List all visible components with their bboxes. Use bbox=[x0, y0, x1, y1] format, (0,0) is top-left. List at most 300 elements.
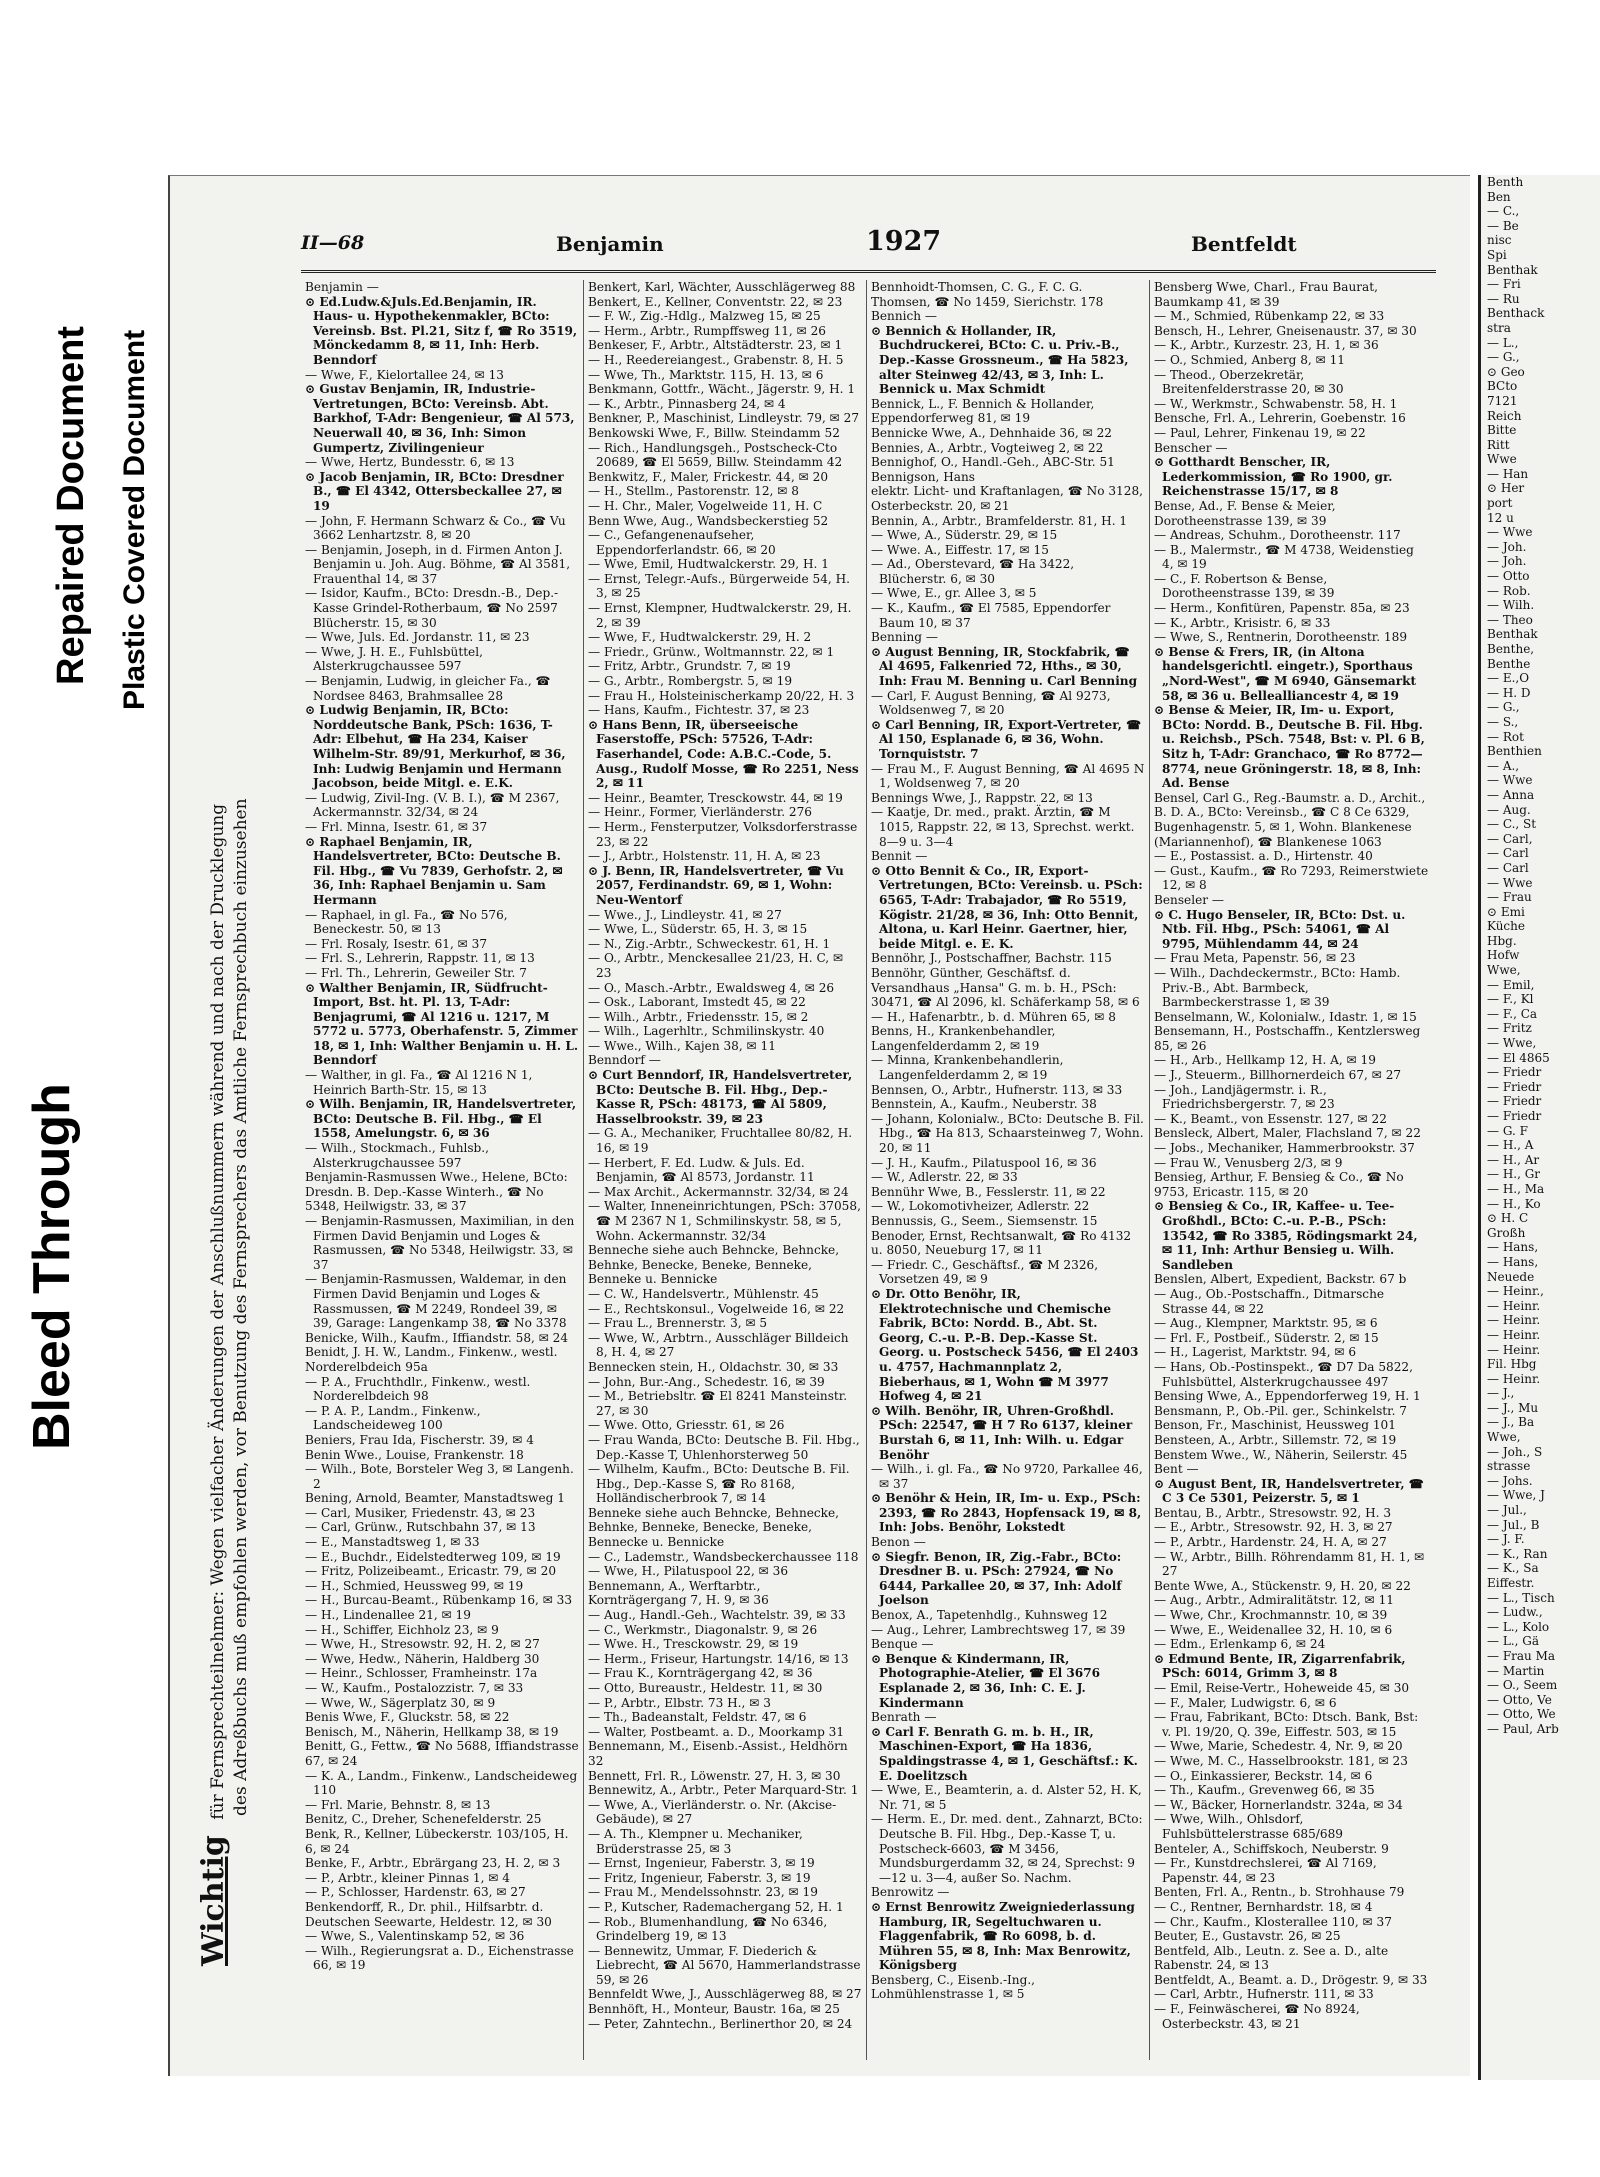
facing-page-fragment: — G. F bbox=[1487, 1123, 1528, 1138]
directory-entry: Benns, H., Krankenbehandler, Langenfelderdamm 2, ✉ 19 bbox=[871, 1024, 1056, 1053]
directory-entry: — O., Einkassierer, Beckstr. 14, ✉ 6 bbox=[1154, 1768, 1373, 1783]
directory-entry: — Wwe, A., Süderstr. 29, ✉ 15 bbox=[871, 528, 1058, 543]
facing-page-fragment: Großh bbox=[1487, 1225, 1526, 1240]
directory-entry: — G., Arbtr., Rombergstr. 5, ✉ 19 bbox=[588, 674, 793, 689]
facing-page-fragment: — Wwe bbox=[1487, 875, 1533, 890]
directory-entry: — O., Arbtr., Menckesallee 21/23, H. C, ✉ 23 bbox=[588, 951, 844, 980]
directory-entry: — Walther, in gl. Fa., ☎ Al 1216 N 1, Heinrich Barth-Str. 15, ✉ 13 bbox=[305, 1068, 533, 1097]
facing-page-fragment: — J., bbox=[1487, 1386, 1515, 1401]
directory-entry: Bennick, L., F. Bennich & Hollander, Eppendorferweg 81, ✉ 19 bbox=[871, 396, 1095, 426]
directory-entry: Bennigson, Hans bbox=[871, 469, 975, 484]
directory-entry: Bennemann, M., Eisenb.-Assist., Heldhörn 32 bbox=[588, 1739, 848, 1768]
directory-entry: ⊙ Siegfr. Benon, IR, Zig.-Fabr., BCto: Dresdner B. u. PSch: 27924, ☎ No 6444, Parkallee 20, ✉ 37, Inh: Adolf Joelson bbox=[871, 1549, 1122, 1608]
directory-entry: Benning — bbox=[871, 630, 938, 645]
directory-entry: Bensing Wwe, A., Eppendorferweg 19, H. 1 bbox=[1154, 1389, 1421, 1404]
scanned-page bbox=[168, 175, 1470, 2076]
directory-entry: — W., Bäcker, Hornerlandstr. 324a, ✉ 34 bbox=[1154, 1797, 1403, 1812]
directory-entry: — Heinr., Former, Vierländerstr. 276 bbox=[588, 805, 813, 820]
directory-entry: — Wilh., Bote, Borsteler Weg 3, ✉ Langenh. 2 bbox=[305, 1462, 574, 1491]
directory-entry: Bennighof, O., Handl.-Geh., ABC-Str. 51 bbox=[871, 455, 1115, 470]
facing-page-fragment: Hofw bbox=[1487, 948, 1520, 963]
directory-entry: — K., Arbtr., Krisistr. 6, ✉ 33 bbox=[1154, 615, 1331, 630]
directory-entry: — Frau M., F. August Benning, ☎ Al 4695 N 1, Woldsenweg 7, ✉ 20 bbox=[871, 761, 1145, 791]
facing-page-fragment: — K., Sa bbox=[1487, 1561, 1539, 1576]
facing-page-fragment: port bbox=[1487, 496, 1513, 511]
facing-page-fragment: — Wwe, bbox=[1487, 1036, 1537, 1051]
directory-entry: Bennühr Wwe, B., Fesslerstr. 11, ✉ 22 bbox=[871, 1184, 1106, 1199]
facing-page-fragment: — C., bbox=[1487, 204, 1520, 219]
facing-page-fragment: Neuede bbox=[1487, 1269, 1535, 1284]
directory-entry: — J. H., Kaufm., Pilatuspool 16, ✉ 36 bbox=[871, 1155, 1097, 1170]
facing-page-fragment: — C., St bbox=[1487, 817, 1537, 832]
facing-page-fragment: — Jul., B bbox=[1487, 1517, 1540, 1532]
directory-entry: — Osk., Laborant, Imstedt 45, ✉ 22 bbox=[588, 995, 806, 1010]
directory-entry: ⊙ Otto Bennit & Co., IR, Export-Vertretungen, BCto: Vereinsb. u. PSch: 6565, T-Adr: Trabajador, ☎ Ro 5519, Kögistr. 21/28, ✉ 36, Inh: Otto Bennit, Altona, u. Karl Heinr. Gaertner, hier, beide Mitgl. e. E. K. bbox=[871, 863, 1143, 951]
directory-entry: — Wwe, W., Sägerplatz 30, ✉ 9 bbox=[305, 1695, 496, 1710]
directory-entry: — J., Arbtr., Holstenstr. 11, H. A, ✉ 23 bbox=[588, 849, 821, 864]
facing-page-fragment: — Wwe bbox=[1487, 525, 1533, 540]
directory-entry: — Rich., Handlungsgeh., Postscheck-Cto 20689, ☎ El 5659, Billw. Steindamm 42 bbox=[588, 440, 843, 470]
directory-entry: — F. W., Zig.-Hdlg., Malzweg 15, ✉ 25 bbox=[588, 309, 821, 324]
directory-entry: Bennicke Wwe, A., Dehnhaide 36, ✉ 22 bbox=[871, 425, 1112, 440]
facing-page-fragment: — Joh. bbox=[1487, 554, 1527, 569]
directory-entry: — W., Arbtr., Billh. Röhrendamm 81, H. 1, ✉ 27 bbox=[1154, 1549, 1425, 1579]
directory-entry: Bensteen, A., Arbtr., Sillemstr. 72, ✉ 19 bbox=[1154, 1432, 1397, 1447]
facing-page-fragment: — Otto bbox=[1487, 569, 1530, 584]
directory-entry: ⊙ Ed.Ludw.&Juls.Ed.Benjamin, IR. Haus- u. Hypothekenmakler, BCto: Vereinsb. Bst. Pl.21, Sitz f, ☎ Ro 3519, Mönckedamm 8, ✉ 11, Inh: Herb. Benndorf bbox=[305, 294, 578, 367]
directory-entry: — John, F. Hermann Schwarz & Co., ☎ Vu 3662 Lenhartzstr. 8, ✉ 20 bbox=[305, 513, 566, 543]
directory-entry: — Aug., Handl.-Geh., Wachtelstr. 39, ✉ 33 bbox=[588, 1608, 846, 1623]
directory-entry: Benjamin-Rasmussen Wwe., Helene, BCto: Dresdn. B. Dep.-Kasse Winterh., ☎ No 5348, Heilwigstr. 33, ✉ 37 bbox=[305, 1170, 568, 1214]
directory-entry: — Frl. Th., Lehrerin, Geweiler Str. 7 bbox=[305, 965, 527, 980]
facing-page-fragment: — F., Kl bbox=[1487, 992, 1534, 1007]
facing-page-fragment: — F., Ca bbox=[1487, 1006, 1538, 1021]
directory-entry: Bennich — bbox=[871, 309, 937, 324]
notice-lead: Wichtig bbox=[196, 1835, 231, 1966]
directory-entry: — Jobs., Mechaniker, Hammerbrookstr. 37 bbox=[1154, 1141, 1415, 1156]
directory-entry: — W., Werkmstr., Schwabenstr. 58, H. 1 bbox=[1154, 396, 1398, 411]
facing-page-fragment: Benth bbox=[1487, 175, 1524, 189]
directory-entry: — Frau, Fabrikant, BCto: Dtsch. Bank, Bst: v. Pl. 19/20, Q. 39e, Eiffestr. 503, ✉ 15 bbox=[1154, 1710, 1419, 1739]
directory-entry: — O., Schmied, Anberg 8, ✉ 11 bbox=[1154, 352, 1345, 367]
directory-entry: — W., Kaufm., Postalozzistr. 7, ✉ 33 bbox=[305, 1681, 524, 1695]
facing-page-fragment: — A., bbox=[1487, 758, 1520, 773]
directory-entry: — B., Malermstr., ☎ M 4738, Weidenstieg 4, ✉ 19 bbox=[1154, 542, 1414, 572]
directory-entry: Bensleck, Albert, Maler, Flachsland 7, ✉ 22 bbox=[1154, 1126, 1421, 1141]
directory-entry: Bennings Wwe, J., Rappstr. 22, ✉ 13 bbox=[871, 790, 1093, 805]
facing-page-fragment: Ben bbox=[1487, 189, 1511, 204]
directory-entry: — Wwe, Hedw., Näherin, Haldberg 30 bbox=[305, 1651, 540, 1666]
directory-entry: — Th., Badeanstalt, Feldstr. 47, ✉ 6 bbox=[588, 1710, 807, 1725]
directory-entry: — Wwe, Hertz, Bundesstr. 6, ✉ 13 bbox=[305, 455, 515, 470]
directory-entry: — H., Arb., Hellkamp 12, H. A, ✉ 19 bbox=[1154, 1053, 1376, 1068]
directory-entry: Benin Wwe., Louise, Frankenstr. 18 bbox=[305, 1447, 524, 1462]
directory-entry: — Wwe, Emil, Hudtwalckerstr. 29, H. 1 bbox=[588, 557, 829, 572]
directory-entry: — Aug., Lehrer, Lambrechtsweg 17, ✉ 39 bbox=[871, 1622, 1126, 1637]
facing-page-fragment: — J., Ba bbox=[1487, 1415, 1535, 1430]
directory-entry: Bennussis, G., Seem., Siemsenstr. 15 bbox=[871, 1214, 1098, 1228]
facing-page-fragment: — Friedr bbox=[1487, 1079, 1542, 1094]
directory-entry: Bennecken stein, H., Oldachstr. 30, ✉ 33 bbox=[588, 1359, 839, 1374]
directory-entry: Bensche, Frl. A., Lehrerin, Goebenstr. 16 bbox=[1154, 411, 1406, 426]
directory-entry: — K., Beamt., von Essenstr. 127, ✉ 22 bbox=[1154, 1111, 1387, 1126]
directory-entry: — M., Betriebsltr. ☎ El 8241 Mansteinstr. 27, ✉ 30 bbox=[588, 1389, 848, 1418]
directory-entry: — Frl. Marie, Behnstr. 8, ✉ 13 bbox=[305, 1797, 491, 1812]
directory-entry: ⊙ Carl F. Benrath G. m. b. H., IR, Maschinen-Export, ☎ Ha 1836, Spaldingstrasse 4, ✉ 1, Geschäftsf.: K. E. Doelitzsch bbox=[871, 1724, 1138, 1783]
directory-entry: — Ernst, Klempner, Hudtwalckerstr. 29, H. 2, ✉ 39 bbox=[588, 601, 852, 630]
directory-entry: Benkeser, F., Arbtr., Altstädterstr. 23, ✉ 1 bbox=[588, 338, 843, 353]
directory-entry: — H., Schiffer, Eichholz 23, ✉ 9 bbox=[305, 1622, 499, 1637]
directory-entry: — Fr., Kunstdrechslerei, ☎ Al 7169, Papenstr. 44, ✉ 23 bbox=[1154, 1856, 1377, 1885]
facing-page-fragment: — Han bbox=[1487, 466, 1529, 481]
directory-entry: Benkowski Wwe, F., Billw. Steindamm 52 bbox=[588, 425, 840, 440]
directory-entry: — Wwe, Juls. Ed. Jordanstr. 11, ✉ 23 bbox=[305, 630, 530, 645]
facing-page-fragment: — Ru bbox=[1487, 291, 1520, 306]
directory-entry: Bennies, A., Arbtr., Vogteiweg 2, ✉ 22 bbox=[871, 440, 1104, 455]
directory-entry: ⊙ Bense & Frers, IR, (in Altona handelsgerichtl. eingetr.), Sporthaus „Nord-West", ☎ M 6940, Gänsemarkt 58, ✉ 36 u. Bellealliancestr 4, ✉ 19 bbox=[1154, 644, 1417, 703]
directory-entry: — J., Steuerm., Billhornerdeich 67, ✉ 27 bbox=[1154, 1068, 1402, 1083]
directory-entry: — Chr., Kaufm., Klosterallee 110, ✉ 37 bbox=[1154, 1914, 1392, 1929]
facing-page-fragment: — Carl bbox=[1487, 846, 1529, 861]
directory-entry: — C., F. Robertson & Bense, Dorotheenstrasse 139, ✉ 39 bbox=[1154, 571, 1335, 601]
facing-page-fragment: strasse bbox=[1487, 1459, 1531, 1474]
directory-entry: — Fritz, Ingenieur, Faberstr. 3, ✉ 19 bbox=[588, 1870, 811, 1885]
directory-entry: ⊙ Ernst Benrowitz Zweigniederlassung Hamburg, IR, Segeltuchwaren u. Flaggenfabrik, ☎ Ro 6098, b. d. Mühren 55, ✉ 8, Inh: Max Benrowitz, Königsberg bbox=[871, 1899, 1135, 1973]
directory-entry: Bennewitz, A., Arbtr., Peter Marquard-Str. 1 bbox=[588, 1783, 859, 1798]
directory-entry: ⊙ Bensieg & Co., IR, Kaffee- u. Tee-Großhdl., BCto: C.-u. P.-B., PSch: 13542, ☎ Ro 3385, Rödingsmarkt 24, ✉ 11, Inh: Arthur Bensieg u. Wilh. Sandleben bbox=[1154, 1199, 1418, 1272]
directory-entry: Benkwitz, F., Maler, Frickestr. 44, ✉ 20 bbox=[588, 469, 829, 484]
directory-entry: — F., Maler, Ludwigstr. 6, ✉ 6 bbox=[1154, 1695, 1337, 1710]
directory-entry: — P., Schlosser, Hardenstr. 63, ✉ 27 bbox=[305, 1885, 526, 1900]
directory-entry: ⊙ Bense & Meier, IR, Im- u. Export, BCto: Nordd. B., Deutsche B. Fil. Hbg. u. Reichsb., PSch. 7548, Bst: v. Pl. 6 B, Sitz h, T-Adr: Granchaco, ☎ Ro 8772—8774, neue Gröningerstr. 18, ✉ 8, Inh: Ad. Bense bbox=[1154, 703, 1425, 791]
directory-entry: — Frau Wanda, BCto: Deutsche B. Fil. Hbg., Dep.-Kasse T, Uhlenhorsterweg 50 bbox=[588, 1432, 860, 1462]
directory-entry: — Max Archit., Ackermannstr. 32/34, ✉ 24 bbox=[588, 1184, 849, 1199]
directory-entry: Bennett, Frl. R., Löwenstr. 27, H. 3, ✉ 30 bbox=[588, 1768, 841, 1783]
directory-entry: Benson, Fr., Maschinist, Heussweg 101 bbox=[1154, 1418, 1396, 1433]
facing-page-fragment: ⊙ Geo bbox=[1487, 364, 1525, 379]
directory-entry: Beuter, E., Gustavstr. 26, ✉ 25 bbox=[1154, 1929, 1341, 1944]
directory-entry: — Wilhelm, Kaufm., BCto: Deutsche B. Fil. Hbg., Dep.-Kasse S, ☎ Ro 8168, Holländischerbrook 7, ✉ 14 bbox=[588, 1462, 850, 1506]
directory-entry: — Isidor, Kaufm., BCto: Dresdn.-B., Dep.-Kasse Grindel-Rotherbaum, ☎ No 2597 Blücherstr. 15, ✉ 30 bbox=[305, 586, 559, 630]
notice-line-1: für Fernsprechteilnehmer: Wegen vielfacher Änderungen der Anschlußnummern während und nach der Drucklegung bbox=[208, 803, 228, 1820]
facing-page-fragment: ⊙ Emi bbox=[1487, 904, 1525, 919]
facing-page-fragment: Wwe, bbox=[1487, 963, 1521, 978]
facing-page-fragment: — Heinr. bbox=[1487, 1342, 1541, 1357]
directory-entry: ⊙ Wilh. Benöhr, IR, Uhren-Großhdl. PSch: 22547, ☎ H 7 Ro 6137, kleiner Burstah 6, ✉ 11, Inh: Wilh. u. Edgar Benöhr bbox=[871, 1403, 1133, 1462]
directory-entry: — Wwe, E., Weidenallee 32, H. 10, ✉ 6 bbox=[1154, 1622, 1393, 1637]
directory-entry: — C. W., Handelsvertr., Mühlenstr. 45 bbox=[588, 1286, 819, 1301]
facing-page-fragment: Ritt bbox=[1487, 437, 1510, 452]
directory-columns bbox=[301, 280, 1436, 2060]
directory-entry: — Frau W., Venusberg 2/3, ✉ 9 bbox=[1154, 1155, 1343, 1170]
directory-entry: Bente Wwe, A., Stückenstr. 9, H. 20, ✉ 22 bbox=[1154, 1578, 1411, 1593]
directory-entry: — Wwe, L., Süderstr. 65, H. 3, ✉ 15 bbox=[588, 922, 808, 937]
directory-entry: — Wwe, A., Vierländerstr. o. Nr. (Akcise-Gebäude), ✉ 27 bbox=[588, 1797, 837, 1827]
facing-page-fragment: — J., Mu bbox=[1487, 1400, 1539, 1415]
directory-entry: — P. A. P., Landm., Finkenw., Landscheideweg 100 bbox=[305, 1403, 481, 1433]
facing-page-fragment: Benthack bbox=[1487, 306, 1545, 321]
directory-entry: — Benjamin, Joseph, in d. Firmen Anton J. Benjamin u. Joh. Aug. Böhme, ☎ Al 3581, Frauenthal 14, ✉ 37 bbox=[305, 542, 571, 586]
directory-entry: elektr. Licht- und Kraftanlagen, ☎ No 3128, Osterbeckstr. 20, ✉ 21 bbox=[871, 484, 1143, 513]
facing-page-fragment: — H. D bbox=[1487, 685, 1531, 700]
directory-entry: — Bennewitz, Ummar, F. Diederich & Liebrecht, ☎ Al 5670, Hammerlandstrasse 59, ✉ 26 bbox=[588, 1943, 861, 1987]
directory-entry: ⊙ Gustav Benjamin, IR, Industrie-Vertretungen, BCto: Vereinsb. Abt. Barkhof, T-Adr: Bengenieur, ☎ Al 573, Neuerwall 40, ✉ 36, Inh: Simon Gumpertz, Zivilingenieur bbox=[305, 382, 575, 455]
directory-entry: — P., Arbtr., Hardenstr. 24, H. A, ✉ 27 bbox=[1154, 1535, 1387, 1550]
facing-page-fragment: — Emil, bbox=[1487, 977, 1535, 992]
facing-page-fragment: Benthak bbox=[1487, 262, 1538, 277]
side-annotations bbox=[0, 240, 165, 1450]
directory-entry: — C., Werkmstr., Diagonalstr. 9, ✉ 26 bbox=[588, 1622, 818, 1637]
directory-entry: — Aug., Klempner, Marktstr. 95, ✉ 6 bbox=[1154, 1316, 1378, 1331]
directory-entry: Bennstein, A., Kaufm., Neuberstr. 38 bbox=[871, 1097, 1097, 1112]
directory-entry: Benkmann, Gottfr., Wächt., Jägerstr. 9, H. 1 bbox=[588, 382, 856, 397]
directory-entry: Beniers, Frau Ida, Fischerstr. 39, ✉ 4 bbox=[305, 1432, 534, 1447]
directory-entry: Bentfeldt, A., Beamt. a. D., Drögestr. 9, ✉ 33 bbox=[1154, 1972, 1428, 1987]
column-1 bbox=[301, 280, 584, 2060]
directory-entry: — Frau L., Brennerstr. 3, ✉ 5 bbox=[588, 1316, 768, 1331]
facing-page-fragment: — Hans, bbox=[1487, 1240, 1539, 1255]
directory-entry: Benrowitz — bbox=[871, 1885, 950, 1900]
directory-entry: ⊙ J. Benn, IR, Handelsvertreter, ☎ Vu 2057, Ferdinandstr. 69, ✉ 1, Wohn: Neu-Wentorf bbox=[588, 863, 844, 907]
repaired-document-label: Repaired Document bbox=[50, 326, 92, 685]
directory-entry: Benscher — bbox=[1154, 440, 1228, 455]
directory-entry: — Wwe, H., Pilatuspool 22, ✉ 36 bbox=[588, 1564, 789, 1579]
directory-entry: — Wwe, J. H. E., Fuhlsbüttel, Alsterkrugchaussee 597 bbox=[305, 644, 483, 674]
directory-entry: — Paul, Lehrer, Finkenau 19, ✉ 22 bbox=[1154, 425, 1366, 440]
directory-entry: ⊙ Benöhr & Hein, IR, Im- u. Exp., PSch: 2393, ☎ Ro 2843, Hopfensack 19, ✉ 8, Inh: Jobs. Benöhr, Lokstedt bbox=[871, 1491, 1142, 1535]
facing-page-fragment: 12 u bbox=[1487, 510, 1514, 525]
facing-page-fragment: — Carl, bbox=[1487, 831, 1533, 846]
directory-entry: — K., Arbtr., Kurzestr. 23, H. 1, ✉ 36 bbox=[1154, 338, 1379, 353]
facing-page-fragment: — Be bbox=[1487, 218, 1519, 233]
facing-page-fragment: — Heinr. bbox=[1487, 1327, 1541, 1342]
directory-entry: — Otto, Bureaustr., Heldestr. 11, ✉ 30 bbox=[588, 1681, 823, 1695]
facing-page-fragment: Fil. Hbg bbox=[1487, 1357, 1537, 1372]
directory-entry: — Ad., Oberstevard, ☎ Ha 3422, Blücherstr. 6, ✉ 30 bbox=[871, 557, 1075, 586]
directory-entry: Benk, R., Kellner, Lübeckerstr. 103/105, H. 6, ✉ 24 bbox=[305, 1826, 569, 1856]
directory-entry: — Herm. E., Dr. med. dent., Zahnarzt, BCto: Deutsche B. Fil. Hbg., Dep.-Kasse T, u. Postscheck-6603, ☎ M 3456, Mundsburgerdamm 32, ✉ 24, Sprechst: 9—12 u. 3—4, außer So. Nachm. bbox=[871, 1812, 1143, 1885]
directory-entry: Benisch, M., Näherin, Hellkamp 38, ✉ 19 bbox=[305, 1724, 559, 1739]
directory-entry: — H., Reedereiangest., Grabenstr. 8, H. 5 bbox=[588, 352, 844, 367]
directory-entry: — Wwe, S., Rentnerin, Dorotheenstr. 189 bbox=[1154, 630, 1408, 645]
facing-page-fragment: — L., Tisch bbox=[1487, 1590, 1555, 1605]
page-header bbox=[301, 224, 1436, 273]
directory-entry: Benrath — bbox=[871, 1710, 937, 1725]
directory-entry: — Minna, Krankenbehandlerin, Langenfelderdamm 2, ✉ 19 bbox=[871, 1053, 1064, 1083]
facing-page-fragment: — Friedr bbox=[1487, 1109, 1542, 1123]
directory-entry: — Wilh., i. gl. Fa., ☎ No 9720, Parkallee 46, ✉ 37 bbox=[871, 1462, 1143, 1491]
directory-entry: — E., Buchdr., Eidelstedterweg 109, ✉ 19 bbox=[305, 1549, 561, 1564]
directory-entry: Benon — bbox=[871, 1535, 926, 1550]
facing-page-fragment: Benthe, bbox=[1487, 642, 1535, 656]
directory-entry: Benoder, Ernst, Rechtsanwalt, ☎ Ro 4132 u. 8050, Neueburg 17, ✉ 11 bbox=[871, 1228, 1132, 1258]
directory-entry: Bennsen, O., Arbtr., Hufnerstr. 113, ✉ 33 bbox=[871, 1082, 1123, 1097]
facing-page-fragment: — Otto, We bbox=[1487, 1707, 1556, 1722]
directory-entry: Benkert, E., Kellner, Conventstr. 22, ✉ 23 bbox=[588, 294, 843, 309]
directory-entry: — Wwe, Wilh., Ohlsdorf, Fuhlsbüttelerstrasse 685/689 bbox=[1154, 1812, 1343, 1841]
facing-page-fragment: — Martin bbox=[1487, 1663, 1545, 1678]
facing-page-fragment: — L., Gä bbox=[1487, 1634, 1539, 1649]
directory-entry: — Ernst, Ingenieur, Faberstr. 3, ✉ 19 bbox=[588, 1856, 815, 1871]
directory-entry: — Rob., Blumenhandlung, ☎ No 6346, Grindelberg 19, ✉ 13 bbox=[588, 1914, 828, 1944]
directory-entry: — Andreas, Schuhm., Dorotheenstr. 117 bbox=[1154, 528, 1401, 543]
header-first-entry: Benjamin bbox=[556, 232, 664, 256]
directory-entry: — Johann, Kolonialw., BCto: Deutsche B. Fil. Hbg., ☎ Ha 813, Schaarsteinweg 7, Wohn. 20, ✉ 11 bbox=[871, 1111, 1144, 1156]
directory-entry: ⊙ Bennich & Hollander, IR, Buchdruckerei, BCto: C. u. Priv.-B., Dep.-Kasse Grossneum., ☎ Ha 5823, alter Steinweg 42/43, ✉ 3, Inh: L. Bennick u. Max Schmidt bbox=[871, 323, 1129, 397]
directory-entry: — Herm., Friseur, Hartungstr. 14/16, ✉ 13 bbox=[588, 1651, 849, 1666]
facing-page-fragment: Küche bbox=[1487, 919, 1525, 934]
directory-entry: Bentau, B., Arbtr., Stresowstr. 92, H. 3 bbox=[1154, 1505, 1392, 1520]
directory-entry: — Hans, Ob.-Postinspekt., ☎ D7 Da 5822, Fuhlsbüttel, Alsterkrugchaussee 497 bbox=[1154, 1359, 1413, 1389]
directory-entry: ⊙ August Bent, IR, Handelsvertreter, ☎ C 3 Ce 5301, Peizerstr. 5, ✉ 1 bbox=[1154, 1476, 1424, 1506]
facing-page-fragment: — L., Kolo bbox=[1487, 1619, 1550, 1634]
directory-entry: Bennemann, A., Werftarbtr., Kornträgergang 7, H. 9, ✉ 36 bbox=[588, 1578, 769, 1608]
directory-entry: Benicke, Wilh., Kaufm., Iffiandstr. 58, ✉ 24 bbox=[305, 1330, 569, 1345]
directory-entry: — Frl. Rosaly, Isestr. 61, ✉ 37 bbox=[305, 936, 488, 951]
directory-entry: Bening, Arnold, Beamter, Manstadtsweg 1 bbox=[305, 1491, 565, 1506]
directory-entry: — M., Schmied, Rübenkamp 22, ✉ 33 bbox=[1154, 309, 1385, 324]
directory-entry: Benteler, A., Schiffskoch, Neuberstr. 9 bbox=[1154, 1841, 1389, 1856]
directory-entry: — W., Lokomotivheizer, Adlerstr. 22 bbox=[871, 1199, 1090, 1214]
header-last-entry: Bentfeldt bbox=[1191, 232, 1297, 256]
directory-entry: — Aug., Ob.-Postschaffn., Ditmarsche Strasse 44, ✉ 22 bbox=[1154, 1286, 1385, 1316]
directory-entry: ⊙ Edmund Bente, IR, Zigarrenfabrik, PSch: 6014, Grimm 3, ✉ 8 bbox=[1154, 1651, 1406, 1681]
directory-entry: Benidt, J. H. W., Landm., Finkenw., westl. Norderelbdeich 95a bbox=[305, 1345, 558, 1374]
directory-entry: ⊙ August Benning, IR, Stockfabrik, ☎ Al 4695, Falkenried 72, Hths., ✉ 30, Inh: Frau M. Benning u. Carl Benning bbox=[871, 644, 1138, 689]
directory-entry: Bentfeld, Alb., Leutn. z. See a. D., alte Rabenstr. 24, ✉ 13 bbox=[1154, 1943, 1389, 1973]
directory-entry: — Theod., Oberzekretär, Breitenfelderstrasse 20, ✉ 30 bbox=[1154, 367, 1344, 397]
directory-entry: — F., Feinwäscherei, ☎ No 8924, Osterbeckstr. 43, ✉ 21 bbox=[1154, 2002, 1360, 2031]
directory-entry: — C., Gefangenenaufseher, Eppendorferlandstr. 66, ✉ 20 bbox=[588, 528, 776, 557]
directory-entry: — Frau Meta, Papenstr. 56, ✉ 23 bbox=[1154, 951, 1356, 966]
directory-entry: — Wwe. Otto, Griesstr. 61, ✉ 26 bbox=[588, 1418, 785, 1433]
directory-entry: — N., Zig.-Arbtr., Schweckestr. 61, H. 1 bbox=[588, 936, 831, 951]
directory-entry: Bennhoidt-Thomsen, C. G., F. C. G. Thomsen, ☎ No 1459, Sierichstr. 178 bbox=[871, 280, 1104, 309]
directory-entry: Benndorf — bbox=[588, 1053, 661, 1068]
facing-page-fragment: — G., bbox=[1487, 700, 1520, 715]
directory-entry: — Edm., Erlenkamp 6, ✉ 24 bbox=[1154, 1637, 1326, 1652]
facing-page-fragment: — Friedr bbox=[1487, 1094, 1542, 1109]
directory-entry: — O., Masch.-Arbtr., Ewaldsweg 4, ✉ 26 bbox=[588, 980, 835, 995]
facing-page-fragment: — E.,O bbox=[1487, 671, 1530, 686]
directory-entry: — Ernst, Telegr.-Aufs., Bürgerweide 54, H. 3, ✉ 25 bbox=[588, 571, 850, 601]
directory-entry: — H., Hafenarbtr., b. d. Mühren 65, ✉ 8 bbox=[871, 1009, 1116, 1024]
directory-entry: — Gust., Kaufm., ☎ Ro 7293, Reimerstwiete 12, ✉ 8 bbox=[1154, 863, 1429, 893]
directory-entry: — H., Stellm., Pastorenstr. 12, ✉ 8 bbox=[588, 484, 799, 499]
facing-page-fragment: Benthak bbox=[1487, 627, 1538, 642]
facing-page-fragment: — Paul, Arb bbox=[1487, 1721, 1559, 1736]
directory-entry: Benis Wwe, F., Gluckstr. 58, ✉ 22 bbox=[305, 1710, 510, 1725]
directory-entry: ⊙ Benque & Kindermann, IR, Photographie-Atelier, ☎ El 3676 Esplanade 2, ✉ 36, Inh: C. E. J. Kindermann bbox=[871, 1651, 1101, 1710]
directory-entry: Benitt, G., Fettw., ☎ No 5688, Iffiandstrasse 67, ✉ 24 bbox=[305, 1739, 579, 1768]
facing-page-fragment: — Heinr. bbox=[1487, 1298, 1541, 1313]
directory-entry: — Kaatje, Dr. med., prakt. Ärztin, ☎ M 1015, Rappstr. 22, ✉ 13, Sprechst. werkt. 8—9 u. 3—4 bbox=[871, 805, 1135, 849]
directory-entry: — Wilh., Lagerhltr., Schmilinskystr. 40 bbox=[588, 1024, 825, 1039]
facing-page-fragment: — Hans, bbox=[1487, 1254, 1539, 1269]
column-4 bbox=[1150, 280, 1433, 2060]
directory-entry: — Raphael, in gl. Fa., ☎ No 576, Beneckestr. 50, ✉ 13 bbox=[305, 907, 508, 937]
facing-page-fragment: — H., Ar bbox=[1487, 1152, 1540, 1167]
facing-page-fragment: — H., A bbox=[1487, 1138, 1534, 1153]
directory-entry: — H., Lindenallee 21, ✉ 19 bbox=[305, 1608, 471, 1623]
facing-page-fragment: — Wwe, J bbox=[1487, 1488, 1545, 1503]
directory-entry: — K. A., Landm., Finkenw., Landscheideweg 110 bbox=[305, 1768, 578, 1798]
facing-page-fragment: Eiffestr. bbox=[1487, 1576, 1535, 1590]
directory-entry: Bennit — bbox=[871, 849, 928, 864]
directory-entry: Bensberg Wwe, Charl., Frau Baurat, Baumkamp 41, ✉ 39 bbox=[1154, 280, 1378, 309]
directory-entry: Benque — bbox=[871, 1637, 934, 1652]
directory-entry: — Wwe, W., Arbtrn., Ausschläger Billdeich 8, H. 4, ✉ 27 bbox=[588, 1330, 849, 1360]
directory-entry: — Wwe, E., Beamterin, a. d. Alster 52, H. K, Nr. 71, ✉ 5 bbox=[871, 1783, 1142, 1812]
directory-entry: — Friedr., Grünw., Woltmannstr. 22, ✉ 1 bbox=[588, 644, 835, 659]
directory-entry: — K., Arbtr., Pinnasberg 24, ✉ 4 bbox=[588, 396, 786, 411]
facing-page-fragment: Wwe bbox=[1487, 452, 1517, 467]
directory-entry: — Wilh., Regierungsrat a. D., Eichenstrasse 66, ✉ 19 bbox=[305, 1943, 574, 1973]
notice-line-2: des Adreßbuchs muß empfohlen werden, vor Benutzung des Fernsprechers das Amtliche Fernsprechbuch einzusehen bbox=[231, 798, 251, 1816]
directory-entry: — Heinr., Beamter, Tresckowstr. 44, ✉ 19 bbox=[588, 790, 843, 805]
directory-entry: — Frl. F., Postbeif., Süderstr. 2, ✉ 15 bbox=[1154, 1330, 1379, 1345]
facing-page-fragment: Benthe bbox=[1487, 656, 1531, 671]
directory-entry: — H., Schmied, Heussweg 99, ✉ 19 bbox=[305, 1578, 524, 1593]
directory-entry: — Frau M., Mendelssohnstr. 23, ✉ 19 bbox=[588, 1885, 818, 1900]
facing-page-fragment: — Jul., bbox=[1487, 1503, 1527, 1518]
directory-entry: ⊙ Gotthardt Benscher, IR, Lederkommission, ☎ Ro 1900, gr. Reichenstrasse 15/17, ✉ 8 bbox=[1154, 455, 1393, 499]
directory-entry: — Wwe., J., Lindleystr. 41, ✉ 27 bbox=[588, 907, 782, 922]
directory-entry: Benstem Wwe., W., Näherin, Seilerstr. 45 bbox=[1154, 1447, 1408, 1462]
directory-entry: — Walter, Inneneinrichtungen, PSch: 37058, ☎ M 2367 N 1, Schmilinskystr. 58, ✉ 5, Wohn. Ackermannstr. 32/34 bbox=[588, 1199, 861, 1243]
facing-page-fragment: — G., bbox=[1487, 350, 1520, 365]
directory-entry: Bennhöft, H., Monteur, Baustr. 16a, ✉ 25 bbox=[588, 2002, 840, 2017]
directory-entry: — Frau H., Holsteinischerkamp 20/22, H. 3 bbox=[588, 688, 855, 703]
directory-entry: — Herm., Arbtr., Rumpffsweg 11, ✉ 26 bbox=[588, 323, 826, 338]
directory-entry: Benneche siehe auch Behncke, Behncke, Behnke, Benecke, Beneke, Benneke, Benneke u. Bennicke bbox=[588, 1243, 840, 1287]
column-2 bbox=[584, 280, 867, 2060]
directory-entry: ⊙ Ludwig Benjamin, IR, BCto: Norddeutsche Bank, PSch: 1636, T-Adr: Elbehut, ☎ Ha 234, Kaiser Wilhelm-Str. 89/91, Merkurhof, ✉ 36, Inh: Ludwig Benjamin und Hermann Jacobson, beide Mitgl. e. E.K. bbox=[305, 703, 566, 791]
directory-entry: Bensieg, Arthur, F. Bensieg & Co., ☎ No 9753, Ericastr. 115, ✉ 20 bbox=[1154, 1170, 1404, 1199]
directory-entry: Bennfeldt Wwe, J., Ausschlägerweg 88, ✉ 27 bbox=[588, 1987, 862, 2002]
facing-page-fragment: Reich bbox=[1487, 408, 1522, 423]
directory-entry: — Fritz, Polizeibeamt., Ericastr. 79, ✉ 20 bbox=[305, 1564, 557, 1579]
directory-entry: — Ludwig, Zivil-Ing. (V. B. I.), ☎ M 2367, Ackermannstr. 32/34, ✉ 24 bbox=[305, 790, 560, 820]
facing-page-fragment: — H., Ko bbox=[1487, 1196, 1541, 1211]
directory-entry: — Joh., Landjägermstr. i. R., Friedrichsbergerstr. 7, ✉ 23 bbox=[1154, 1082, 1335, 1112]
facing-page-fragment: 7121 bbox=[1487, 393, 1518, 408]
directory-entry: — Carl, Grünw., Rutschbahn 37, ✉ 13 bbox=[305, 1520, 536, 1535]
bleed-through-label: Bleed Through bbox=[23, 1083, 81, 1450]
directory-entry: — Wwe, M. C., Hasselbrookstr. 181, ✉ 23 bbox=[1154, 1753, 1408, 1768]
facing-page-fragment: stra bbox=[1487, 320, 1511, 335]
directory-entry: ⊙ C. Hugo Benseler, IR, BCto: Dst. u. Ntb. Fil. Hbg., PSch: 54061, ☎ Al 9795, Mühlendamm 44, ✉ 24 bbox=[1154, 907, 1406, 951]
directory-entry: — Benjamin-Rasmussen, Maximilian, in den Firmen David Benjamin und Loges & Rasmussen, ☎ No 5348, Heilwigstr. 33, ✉ 37 bbox=[305, 1214, 575, 1272]
facing-page-fragment: — K., Ran bbox=[1487, 1546, 1548, 1561]
directory-entry: Bent — bbox=[1154, 1462, 1199, 1477]
facing-page-fragment: — Rob. bbox=[1487, 583, 1531, 598]
directory-entry: — E., Rechtskonsul., Vogelweide 16, ✉ 22 bbox=[588, 1301, 845, 1316]
directory-entry: — Wwe, Th., Marktstr. 115, H. 13, ✉ 6 bbox=[588, 367, 824, 382]
directory-entry: — E., Manstadtsweg 1, ✉ 33 bbox=[305, 1535, 480, 1550]
facing-page-fragment: — Heinr., bbox=[1487, 1284, 1544, 1299]
directory-entry: — Wwe, Marie, Schedestr. 4, Nr. 9, ✉ 20 bbox=[1154, 1739, 1403, 1754]
facing-page-fragment: Bitte bbox=[1487, 423, 1517, 438]
directory-entry: — Wwe, S., Valentinskamp 52, ✉ 36 bbox=[305, 1929, 525, 1944]
directory-entry: — G. A., Mechaniker, Fruchtallee 80/82, H. 16, ✉ 19 bbox=[588, 1126, 853, 1156]
facing-page-fragment: — H., Gr bbox=[1487, 1167, 1541, 1182]
directory-entry: Benox, A., Tapetenhdlg., Kuhnsweg 12 bbox=[871, 1608, 1108, 1623]
directory-entry: Benitz, C., Dreher, Schenefelderstr. 25 bbox=[305, 1812, 542, 1827]
directory-entry: — Herbert, F. Ed. Ludw. & Juls. Ed. Benjamin, ☎ Al 8573, Jordanstr. 11 bbox=[588, 1155, 815, 1185]
facing-page-fragment: — Wwe bbox=[1487, 773, 1533, 788]
facing-page-fragment: — Wilh. bbox=[1487, 598, 1535, 613]
